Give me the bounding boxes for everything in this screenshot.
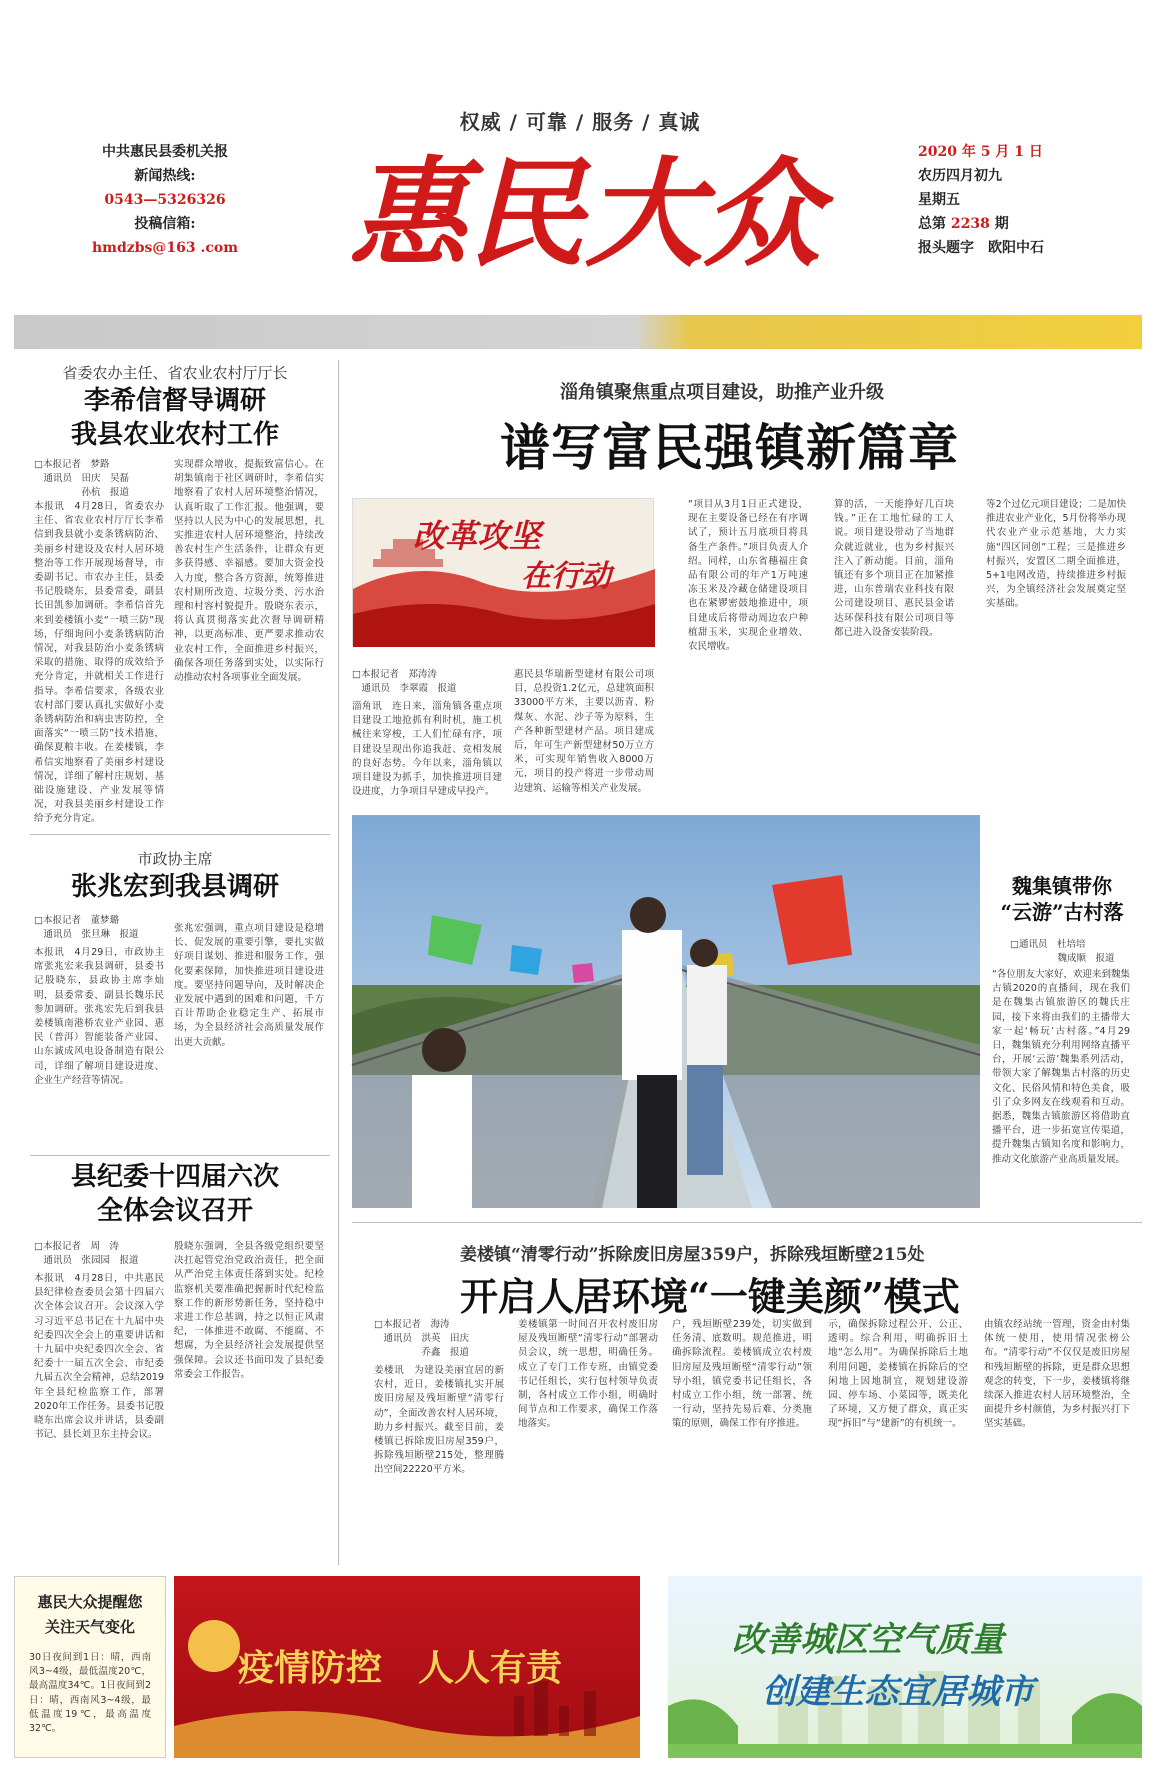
article5-kicker: 姜楼镇“清零行动”拆除废旧房屋359户，拆除残垣断壁215处	[460, 1245, 925, 1265]
hotline-number: 0543—5326326	[104, 192, 226, 208]
article3-body-col1: 本报讯 4月28日，中共惠民县纪律检查委员会第十四届六次全体会议召开。会议深入学习习近平总书记在十九届中央纪委四次全会上的重要讲话和十九届中央纪委四次全会、省纪委十一届五次全会、市纪委九届五次全会精神，总结2019年全县纪检监察工作，部署2020年工作任务。县委书记殷晓东出席会议并讲话，县委副书记、县长刘卫东主持会议。	[34, 1273, 164, 1441]
article1-kicker: 省委农办主任、省农业农村厅厅长	[62, 364, 288, 382]
article1-body-col2: 实现群众增收，提振致富信心。在胡集镇南于社区调研时，李希信实地察看了农村人居环境整治情况，认真听取了工作汇报。他强调，要坚持以人民为中心的发展思想，扎实推进农村人居环境整治，持续改善农村生产生活条件，让群众有更多获得感、幸福感。要加大资金投入力度，整合各方资源，统筹推进农村厕所改造、垃圾分类、污水治理和村容村貌提升。殷晓东表示，将认真贯彻落实此次督导调研精神，以更高标准、更严要求推动农业农村工作，全面推进乡村振兴，确保各项任务落到实处，以实际行动推动农村各项事业全面发展。	[174, 459, 324, 684]
article3-title-line1[interactable]: 县纪委十四届六次	[70, 1162, 279, 1192]
epidemic-slogan: 疫情防控 人人有责	[238, 1647, 563, 1689]
lunar-date: 农历四月初九	[918, 168, 1002, 184]
photo-illustration	[352, 815, 980, 1208]
divider	[352, 1222, 1142, 1223]
side-title-line2[interactable]: “云游”古村落	[1000, 900, 1124, 924]
issue-number: 总第 2238 期	[918, 216, 1009, 232]
masthead-slogan: 权威 / 可靠 / 服务 / 真诚	[459, 110, 701, 134]
masthead-left-info	[70, 140, 260, 260]
lead-body-col3: “项目从3月1日正式建设，现在主要设备已经在有序调试了，预计五月底项目将具备生产条件。”项目负责人介绍。同样，山东省穗福庄食品有限公司的年产1万吨速冻玉米及冷藏仓储建设项目也在紧锣密鼓地推进中，项目建成后将带动周边农户种植甜玉米，实现企业增效、农民增收。	[688, 499, 808, 653]
email-address[interactable]: hmdzbs@163 .com	[91, 240, 239, 256]
masthead-divider-bar	[14, 315, 1142, 349]
weather-notice	[14, 1576, 166, 1758]
hotline-label: 新闻热线:	[134, 168, 196, 184]
issue-date: 2020 年 5 月 1 日	[918, 144, 1043, 160]
divider	[30, 1155, 330, 1156]
masthead-logo	[345, 135, 825, 295]
lead-body-col5: 算的活，一天能挣好几百块钱。”正在工地忙碌的工人说。项目建设带动了当地群众就近就业，也为乡村振兴注入了新动能。目前，淄角镇还有多个项目正在加紧推进，山东普瑞农业科技有限公司建设项目、惠民县金诺达环保科技有限公司项目等都已进入设备安装阶段。	[834, 499, 954, 638]
side-byline: □通讯员 杜培培 魏成顺 报道	[1010, 939, 1115, 964]
article3-byline: □本报记者 周 涛 通讯员 张园园 报道	[34, 1241, 139, 1266]
article2-body-col2: 张兆宏强调，重点项目建设是稳增长、促发展的重要引擎，要扎实做好项目谋划、推进和服务工作，强化要素保障，加快推进项目建设进度。要坚持问题导向，及时解决企业发展中遇到的困难和问题，千方百计帮助企业稳定生产、拓展市场，为全县经济社会高质量发展作出更大贡献。	[174, 923, 324, 1048]
weather-title-2: 关注天气变化	[44, 1618, 135, 1636]
side-body: “各位朋友大家好，欢迎来到魏集古镇2020的直播间，现在我们是在魏集古镇旅游区的魏氏庄园，接下来将由我们的主播带大家一起‘畅玩’古村落。”4月29日，魏集镇充分利用网络直播平台，开展‘云游’魏集系列活动，带领大家了解魏集古村落的历史文化、民俗风情和特色美食，吸引了众多网友在线观看和互动。据悉，魏集古镇旅游区将借助直播平台，进一步拓宽宣传渠道，提升魏集古镇知名度和影响力，推动文化旅游产业高质量发展。	[992, 969, 1130, 1165]
article5-body-col5: 由镇农经站统一管理，资金由村集体统一使用，使用情况张榜公布。“清零行动”不仅仅是废旧房屋和残垣断壁的拆除，更是群众思想观念的转变，下一步，姜楼镇将继续深入推进农村人居环境整治，全面提升乡村颜值，为乡村振兴打下坚实基础。	[984, 1319, 1130, 1430]
lead-body-col7: 等2个过亿元项目建设；二是加快推进农业产业化，5月份将举办现代农业产业示范基地，大力实施“四区同创”工程；三是推进乡村振兴，安置区二期全面推进，5+1电网改造，持续推进乡村振兴，为全镇经济社会发展奠定坚实基础。	[986, 499, 1126, 610]
article5-body-col4: 示，确保拆除过程公开、公正、透明。综合利用，明确拆旧土地“怎么用”。为确保拆除后土地利用问题，姜楼镇在拆除后的空闲地上因地制宜，规划建设游园、停车场、小菜园等，既美化了环境，又方便了群众，真正实现“拆旧”与“建新”的有机统一。	[828, 1319, 968, 1430]
divider	[30, 834, 330, 835]
email-label: 投稿信箱:	[134, 216, 196, 232]
article5-body-col2: 姜楼镇第一时间召开农村废旧房屋及残垣断壁“清零行动”部署动员会议，统一思想，明确任务。成立了专门工作专班，由镇党委书记任组长，实行包村领导负责制，各村成立工作小组，明确时间节点和工作要求，确保工作落地落实。	[518, 1319, 658, 1430]
weather-body: 30日夜间到1日：晴，西南风3~4级，最低温度20℃，最高温度34℃。1日夜间到2日：晴，西南风3~4级，最低温度19℃，最高温度32℃。	[29, 1652, 151, 1735]
article2-byline: □本报记者 董梦璐 通讯员 张旦琳 报道	[34, 915, 139, 940]
article5-body-col3: 户，残垣断壁239处，切实做到任务清、底数明。规范推进，明确拆除流程。姜楼镇成立农村废旧房屋及残垣断壁“清零行动”领导小组，镇党委书记任组长，各村成立工作小组，统一部署、统一行动，坚持先易后难、分类施策的原则，确保工作有序推进。	[672, 1319, 812, 1430]
banner-line2: 在行动	[521, 559, 611, 594]
air-slogan-line1: 改善城区空气质量	[732, 1620, 1004, 1660]
weather-title-1: 惠民大众提醒您	[37, 1593, 143, 1611]
article1-title-line2[interactable]: 我县农业农村工作	[70, 420, 279, 450]
article5-title[interactable]: 开启人居环境“一键美颜”模式	[460, 1274, 960, 1319]
weekday: 星期五	[918, 192, 960, 208]
article2-body-col1: 本报讯 4月29日，市政协主席张兆宏来我县调研，县委书记殷晓东，县政协主席李灿明，县委常委、副县长魏乐民参加调研。张兆宏先后到我县姜楼镇南港桥农业产业园、惠民（普洱）智能装备产业园、山东诚成风电设备制造有限公司，详细了解项目建设进度、企业生产经营等情况。	[34, 947, 164, 1086]
side-title-line1[interactable]: 魏集镇带你	[1012, 874, 1112, 898]
column-divider	[338, 360, 339, 1565]
article1-title-line1[interactable]: 李希信督导调研	[83, 386, 266, 416]
article3-title-line2[interactable]: 全体会议召开	[96, 1196, 253, 1226]
publisher: 中共惠民县委机关报	[102, 144, 228, 160]
article2-kicker: 市政协主席	[137, 850, 213, 868]
article2-title[interactable]: 张兆宏到我县调研	[70, 872, 279, 902]
article3-body-col2: 殷晓东强调，全县各级党组织要坚决扛起管党治党政治责任，把全面从严治党主体责任落到实处。纪检监察机关要准确把握新时代纪检监察工作的新形势新任务，坚持稳中求进工作总基调，持之以恒正风肃纪，一体推进不敢腐、不能腐、不想腐，为全县经济社会发展提供坚强保障。会议还书面印发了县纪委常委会工作报告。	[174, 1241, 324, 1380]
reform-banner	[352, 498, 654, 646]
glass-bridge-photo[interactable]	[352, 815, 980, 1208]
lead-byline: □本报记者 郑涛涛 通讯员 李翠霞 报道	[352, 669, 457, 694]
article5-byline: □本报记者 海涛 通讯员 洪英 田庆 乔鑫 报道	[374, 1319, 470, 1358]
lead-body-col1: 淄角讯 连日来，淄角镇各重点项目建设工地抢抓有利时机，施工机械往来穿梭，工人们忙碌有序，项目建设呈现出你追我赶、竞相发展的良好态势。今年以来，淄角镇以项目建设为抓手，加快推进项目建设进度，力争项目早建成早投产。	[352, 701, 502, 798]
masthead-right-info	[918, 140, 1088, 260]
calligraphy-credit: 报头题字 欧阳中石	[918, 240, 1044, 256]
banner-line1: 改革攻坚	[413, 517, 542, 555]
article5-body-col1: 姜楼讯 为建设美丽宜居的新农村，近日，姜楼镇扎实开展废旧房屋及残垣断壁“清零行动”，全面改善农村人居环境，助力乡村振兴。截至目前，姜楼镇已拆除废旧房屋359户，拆除残垣断壁215处，整理腾出空间22220平方米。	[374, 1365, 504, 1476]
article1-body-col1: 本报讯 4月28日，省委农办主任、省农业农村厅厅长李希信到我县就小麦条锈病防治、美丽乡村建设及农村人居环境整治等工作开展现场督导，市委副书记、市农办主任，县委书记殷晓东，县委常委，副县长田凯参加调研。李希信首先来到姜楼镇小麦“一喷三防”现场，仔细询问小麦条锈病防治情况，对我县防治小麦条锈病采取的措施、取得的成效给予充分肯定，并就相关工作进行指导。李希信要求，各级农业农村部门要认真扎实做好小麦条锈病防治和病虫害防控，全面落实“一喷三防”技术措施，确保夏粮丰收。在姜楼镇，李希信实地察看了美丽乡村建设情况，详细了解村庄规划、基础设施建设、产业发展等情况，对我县美丽乡村建设工作给予充分肯定。	[34, 501, 164, 825]
air-slogan-line2: 创建生态宜居城市	[762, 1672, 1034, 1712]
lead-body-col2: 惠民县华瑞新型建材有限公司项目，总投资1.2亿元，总建筑面积33000平方米，主要以沥青、粉煤灰、水泥、沙子等为原料，生产各种新型建材产品。项目建成后，年可生产新型建材50万立方米，可实现年销售收入8000万元，项目的投产将进一步带动周边建筑、运输等相关产业发展。	[514, 669, 654, 794]
article1-byline: □本报记者 梦路 通讯员 田庆 吴磊 孙杭 报道	[34, 459, 130, 498]
lead-title[interactable]: 谱写富民强镇新篇章	[500, 418, 959, 477]
lead-kicker: 淄角镇聚焦重点项目建设，助推产业升级	[560, 382, 884, 403]
epidemic-banner	[174, 1576, 640, 1758]
logo-text: 惠民大众	[348, 144, 822, 283]
air-quality-banner	[668, 1576, 1142, 1758]
